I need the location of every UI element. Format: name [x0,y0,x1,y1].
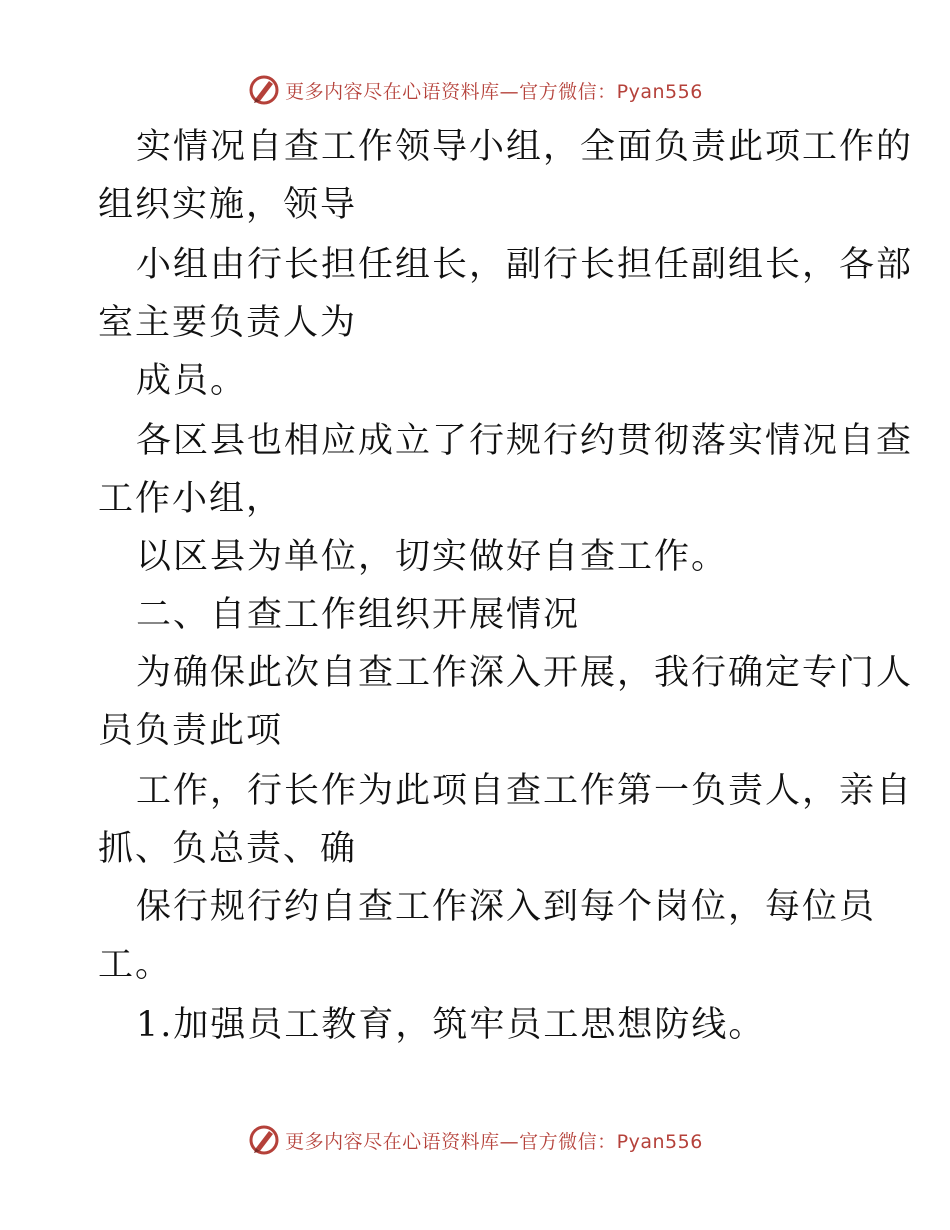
body-line: 小组由行长担任组长，副行长担任副组长，各部 [136,245,914,285]
body-line: 员负责此项 [98,711,284,751]
footer-banner [0,1120,950,1160]
header-banner-text: 更多内容尽在心语资料库—官方微信：Pyan556 [285,80,703,103]
body-line: 工作小组， [98,479,284,519]
section-heading: 二、自查工作组织开展情况 [136,595,581,635]
body-line: 各区县也相应成立了行规行约贯彻落实情况自查 [136,421,914,461]
body-line: 组织实施，领导 [98,185,358,225]
body-line: 实情况自查工作领导小组，全面负责此项工作的 [136,127,914,167]
body-line: 以区县为单位，切实做好自查工作。 [136,537,729,577]
footer-banner-text: 更多内容尽在心语资料库—官方微信：Pyan556 [285,1130,703,1153]
body-line: 抓、负总责、确 [98,829,358,869]
body-line: 成员。 [136,361,248,401]
body-line: 为确保此次自查工作深入开展，我行确定专门人 [136,653,914,693]
header-banner [0,70,950,110]
pen-circle-logo-icon [247,1123,281,1157]
pen-circle-logo-icon [247,73,281,107]
subsection-heading: 1.加强员工教育，筑牢员工思想防线。 [136,1005,766,1045]
body-line: 工作，行长作为此项自查工作第一负责人，亲自 [136,771,914,811]
body-line: 工。 [98,945,173,985]
body-line: 室主要负责人为 [98,303,358,343]
body-line: 保行规行约自查工作深入到每个岗位，每位员 [136,887,877,927]
